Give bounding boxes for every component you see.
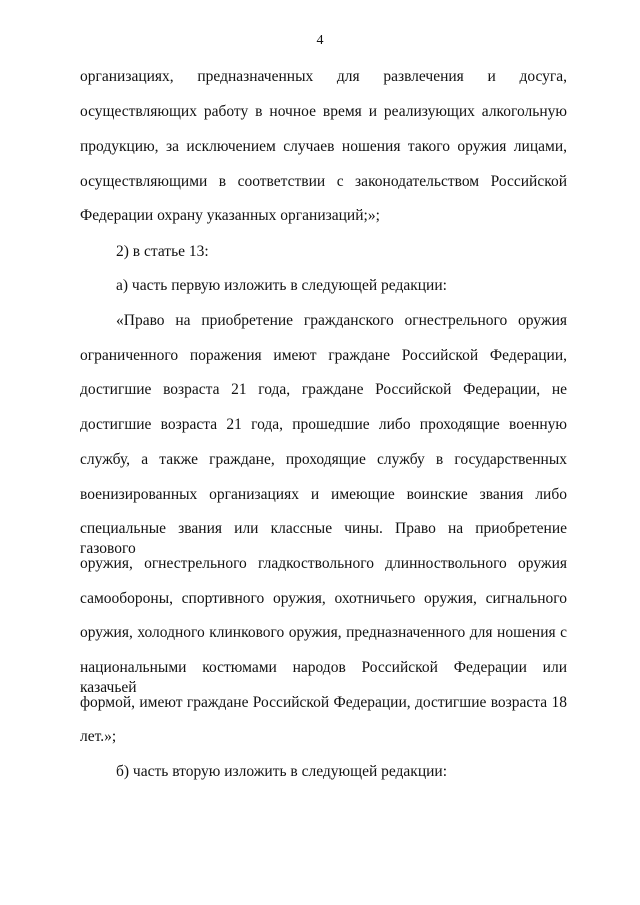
list-item-article-13: 2) в статье 13: bbox=[116, 243, 209, 260]
text-line: оружия, огнестрельного гладкоствольного длинноствольного оружия bbox=[80, 555, 567, 572]
text-line: военизированных организациях и имеющие воинские звания либо bbox=[80, 486, 567, 503]
list-item-part-one: а) часть первую изложить в следующей редакции: bbox=[116, 277, 447, 294]
page-number: 4 bbox=[316, 33, 324, 48]
text-line: оружия, холодного клинкового оружия, предназначенного для ношения с bbox=[80, 624, 567, 641]
text-line: осуществляющих работу в ночное время и реализующих алкогольную bbox=[80, 103, 567, 120]
text-line: осуществляющими в соответствии с законодательством Российской bbox=[80, 173, 567, 190]
text-line: организациях, предназначенных для развлечения и досуга, bbox=[80, 68, 567, 85]
text-line: продукцию, за исключением случаев ношения такого оружия лицами, bbox=[80, 138, 567, 155]
text-line: «Право на приобретение гражданского огнестрельного оружия bbox=[116, 312, 567, 329]
text-line: формой, имеют граждане Российской Федерации, достигшие возраста 18 bbox=[80, 694, 567, 711]
text-line: лет.»; bbox=[80, 728, 117, 745]
text-line: достигшие возраста 21 года, граждане Российской Федерации, не bbox=[80, 381, 567, 398]
text-line: службу, а также граждане, проходящие службу в государственных bbox=[80, 451, 567, 468]
text-line: специальные звания или классные чины. Право на приобретение газового bbox=[80, 520, 567, 557]
text-line: Федерации охрану указанных организаций;»; bbox=[80, 207, 380, 224]
text-line: национальными костюмами народов Российской Федерации или казачьей bbox=[80, 659, 567, 696]
text-line: достигшие возраста 21 года, прошедшие либо проходящие военную bbox=[80, 416, 567, 433]
list-item-part-two: б) часть вторую изложить в следующей редакции: bbox=[116, 763, 448, 780]
text-line: ограниченного поражения имеют граждане Российской Федерации, bbox=[80, 347, 567, 364]
text-line: самообороны, спортивного оружия, охотничьего оружия, сигнального bbox=[80, 590, 567, 607]
